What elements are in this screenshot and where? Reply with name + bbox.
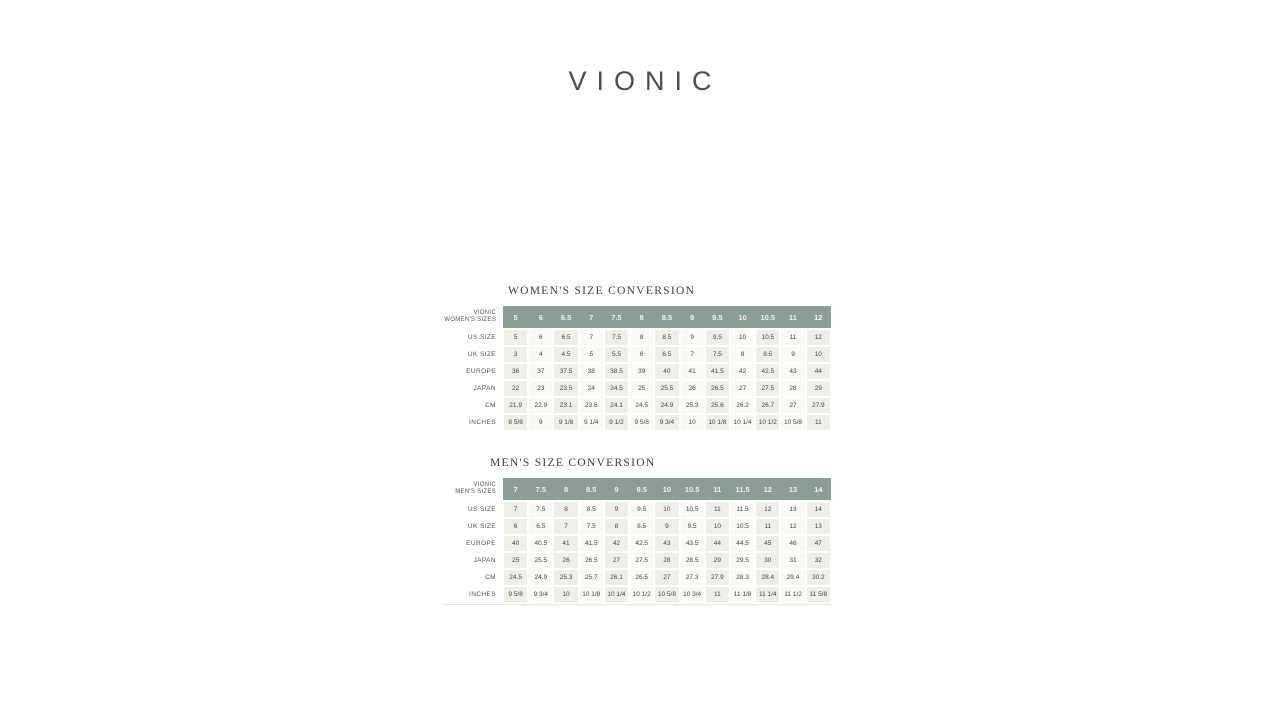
size-header-cell: 8.5	[654, 306, 679, 330]
size-cell: 43	[654, 536, 679, 553]
size-cell: 44.5	[730, 536, 755, 553]
size-cell: 38.5	[604, 364, 629, 381]
size-cell: 42	[730, 364, 755, 381]
size-cell: 11 1/2	[780, 587, 805, 604]
size-cell: 26.1	[604, 570, 629, 587]
size-cell: 25.3	[553, 570, 578, 587]
size-cell: 25.6	[705, 398, 730, 415]
size-cell: 26	[680, 381, 705, 398]
size-cell: 29	[806, 381, 831, 398]
table-row	[443, 536, 831, 553]
size-cell: 4.5	[553, 347, 578, 364]
size-cell: 28.3	[730, 570, 755, 587]
size-cell: 22	[503, 381, 528, 398]
size-cell: 11	[780, 330, 805, 347]
size-cell: 36	[503, 364, 528, 381]
size-cell: 11	[705, 587, 730, 604]
size-header-cell: 6	[528, 306, 553, 330]
row-label-japan: JAPAN	[443, 553, 503, 570]
size-cell: 9.5	[705, 330, 730, 347]
size-cell: 7	[680, 347, 705, 364]
size-cell: 9	[780, 347, 805, 364]
size-cell: 24.1	[604, 398, 629, 415]
size-cell: 27	[654, 570, 679, 587]
size-cell: 11	[806, 415, 831, 432]
table-row	[443, 381, 831, 398]
size-cell: 25	[629, 381, 654, 398]
size-cell: 9 1/8	[553, 415, 578, 432]
size-cell: 25.5	[528, 553, 553, 570]
size-cell: 8 5/8	[503, 415, 528, 432]
size-cell: 10 3/4	[680, 587, 705, 604]
size-cell: 41.5	[705, 364, 730, 381]
size-cell: 8	[553, 502, 578, 519]
size-header-cell: 14	[806, 478, 831, 502]
size-cell: 5.5	[604, 347, 629, 364]
size-cell: 10	[680, 415, 705, 432]
row-label-us-size: US SIZE	[443, 330, 503, 347]
size-cell: 9	[654, 519, 679, 536]
size-cell: 8.5	[654, 330, 679, 347]
size-cell: 9.5	[680, 519, 705, 536]
size-cell: 24.5	[503, 570, 528, 587]
size-header-cell: 7	[503, 478, 528, 502]
size-header-cell: 13	[780, 478, 805, 502]
size-cell: 37.5	[553, 364, 578, 381]
size-cell: 28	[780, 381, 805, 398]
size-cell: 9 5/8	[503, 587, 528, 604]
size-cell: 8	[629, 330, 654, 347]
size-cell: 14	[806, 502, 831, 519]
table-row	[443, 415, 831, 432]
size-cell: 6.5	[528, 519, 553, 536]
size-cell: 7	[503, 502, 528, 519]
size-cell: 27.5	[629, 553, 654, 570]
size-cell: 41.5	[579, 536, 604, 553]
size-cell: 10 5/8	[780, 415, 805, 432]
size-cell: 32	[806, 553, 831, 570]
size-cell: 31	[780, 553, 805, 570]
size-header-cell: 9	[604, 478, 629, 502]
size-cell: 11 1/4	[755, 587, 780, 604]
size-header-cell: 11.5	[730, 478, 755, 502]
size-cell: 8.5	[579, 502, 604, 519]
size-cell: 26.5	[629, 570, 654, 587]
size-header-cell: 9	[680, 306, 705, 330]
size-cell: 28.4	[755, 570, 780, 587]
size-cell: 7.5	[579, 519, 604, 536]
size-cell: 9.5	[629, 502, 654, 519]
table-corner-label: VIONIC MEN'S SIZES	[443, 478, 503, 502]
bottom-divider	[443, 604, 831, 605]
row-label-uk-size: UK SIZE	[443, 519, 503, 536]
row-label-japan: JAPAN	[443, 381, 503, 398]
size-cell: 10	[730, 330, 755, 347]
size-cell: 10 1/2	[629, 587, 654, 604]
size-cell: 23.5	[553, 381, 578, 398]
size-cell: 10	[806, 347, 831, 364]
size-cell: 9 5/8	[629, 415, 654, 432]
row-label-uk-size: UK SIZE	[443, 347, 503, 364]
size-cell: 10.5	[680, 502, 705, 519]
size-cell: 38	[579, 364, 604, 381]
size-cell: 4	[528, 347, 553, 364]
size-cell: 13	[806, 519, 831, 536]
size-header-cell: 9.5	[629, 478, 654, 502]
size-cell: 42.5	[755, 364, 780, 381]
size-header-cell: 8.5	[579, 478, 604, 502]
size-cell: 23	[528, 381, 553, 398]
size-cell: 23.1	[553, 398, 578, 415]
size-header-cell: 6.5	[553, 306, 578, 330]
size-header-row	[443, 478, 831, 502]
table-row	[443, 347, 831, 364]
size-header-cell: 10.5	[755, 306, 780, 330]
size-cell: 43	[780, 364, 805, 381]
size-cell: 7.5	[604, 330, 629, 347]
size-cell: 8	[730, 347, 755, 364]
size-cell: 11	[705, 502, 730, 519]
size-cell: 42.5	[629, 536, 654, 553]
size-cell: 10 1/2	[755, 415, 780, 432]
size-header-cell: 10.5	[680, 478, 705, 502]
size-cell: 10	[553, 587, 578, 604]
size-cell: 41	[553, 536, 578, 553]
size-cell: 10.5	[730, 519, 755, 536]
row-label-europe: EUROPE	[443, 536, 503, 553]
size-cell: 6.5	[553, 330, 578, 347]
size-cell: 10 1/8	[579, 587, 604, 604]
size-cell: 10 1/4	[730, 415, 755, 432]
size-cell: 40.5	[528, 536, 553, 553]
size-header-cell: 11	[705, 478, 730, 502]
size-cell: 7	[553, 519, 578, 536]
table-row	[443, 570, 831, 587]
size-header-cell: 12	[806, 306, 831, 330]
size-cell: 27.9	[806, 398, 831, 415]
size-cell: 25	[503, 553, 528, 570]
size-cell: 42	[604, 536, 629, 553]
size-cell: 12	[806, 330, 831, 347]
size-cell: 7.5	[705, 347, 730, 364]
size-cell: 26.7	[755, 398, 780, 415]
size-cell: 29	[705, 553, 730, 570]
table-row	[443, 553, 831, 570]
size-cell: 46	[780, 536, 805, 553]
size-cell: 24.5	[604, 381, 629, 398]
size-header-cell: 10	[654, 478, 679, 502]
womens-section-title: WOMEN'S SIZE CONVERSION	[508, 285, 696, 297]
size-cell: 9	[680, 330, 705, 347]
size-header-cell: 12	[755, 478, 780, 502]
size-cell: 11 1/8	[730, 587, 755, 604]
table-row	[443, 398, 831, 415]
size-cell: 30.2	[806, 570, 831, 587]
size-cell: 7	[579, 330, 604, 347]
size-cell: 27	[730, 381, 755, 398]
size-cell: 6	[528, 330, 553, 347]
size-header-cell: 7.5	[604, 306, 629, 330]
size-cell: 21.9	[503, 398, 528, 415]
size-cell: 11 5/8	[806, 587, 831, 604]
size-header-cell: 7.5	[528, 478, 553, 502]
size-cell: 10	[654, 502, 679, 519]
size-cell: 5	[503, 330, 528, 347]
table-row	[443, 502, 831, 519]
size-cell: 30	[755, 553, 780, 570]
size-cell: 6.5	[654, 347, 679, 364]
size-cell: 9 1/2	[604, 415, 629, 432]
size-cell: 9 1/4	[579, 415, 604, 432]
size-cell: 22.9	[528, 398, 553, 415]
size-cell: 26.5	[579, 553, 604, 570]
size-cell: 24	[579, 381, 604, 398]
womens-size-section	[443, 284, 831, 432]
size-cell: 8.5	[629, 519, 654, 536]
row-label-cm: CM	[443, 570, 503, 587]
size-cell: 24.9	[654, 398, 679, 415]
size-header-cell: 10	[730, 306, 755, 330]
size-cell: 5	[579, 347, 604, 364]
row-label-inches: INCHES	[443, 587, 503, 604]
row-label-inches: INCHES	[443, 415, 503, 432]
womens-size-table	[443, 306, 831, 432]
size-header-cell: 7	[579, 306, 604, 330]
size-cell: 12	[755, 502, 780, 519]
size-header-cell: 9.5	[705, 306, 730, 330]
size-cell: 40	[654, 364, 679, 381]
size-cell: 9 3/4	[654, 415, 679, 432]
size-header-cell: 8	[629, 306, 654, 330]
mens-size-section	[443, 456, 831, 604]
size-cell: 28	[654, 553, 679, 570]
row-label-us-size: US SIZE	[443, 502, 503, 519]
size-cell: 11.5	[730, 502, 755, 519]
row-label-cm: CM	[443, 398, 503, 415]
size-cell: 27	[604, 553, 629, 570]
size-cell: 10	[705, 519, 730, 536]
size-header-cell: 8	[553, 478, 578, 502]
size-cell: 6	[629, 347, 654, 364]
mens-section-title: MEN'S SIZE CONVERSION	[490, 457, 656, 469]
size-cell: 29.4	[780, 570, 805, 587]
size-cell: 41	[680, 364, 705, 381]
size-cell: 45	[755, 536, 780, 553]
table-row	[443, 587, 831, 604]
table-row	[443, 519, 831, 536]
vionic-logo: VIONIC	[568, 66, 722, 96]
size-cell: 8	[604, 519, 629, 536]
size-cell: 27	[780, 398, 805, 415]
size-cell: 28.5	[680, 553, 705, 570]
size-cell: 24.9	[528, 570, 553, 587]
size-cell: 39	[629, 364, 654, 381]
size-cell: 6	[503, 519, 528, 536]
size-cell: 47	[806, 536, 831, 553]
size-cell: 10 5/8	[654, 587, 679, 604]
size-cell: 10 1/4	[604, 587, 629, 604]
table-corner-label: VIONIC WOMEN'S SIZES	[443, 306, 503, 330]
size-cell: 13	[780, 502, 805, 519]
size-cell: 8.5	[755, 347, 780, 364]
size-cell: 37	[528, 364, 553, 381]
table-row	[443, 330, 831, 347]
size-cell: 25.3	[680, 398, 705, 415]
size-header-row	[443, 306, 831, 330]
size-cell: 7.5	[528, 502, 553, 519]
size-cell: 10 1/8	[705, 415, 730, 432]
size-cell: 26	[553, 553, 578, 570]
size-cell: 25.5	[654, 381, 679, 398]
size-cell: 11	[755, 519, 780, 536]
size-cell: 9	[604, 502, 629, 519]
size-cell: 24.5	[629, 398, 654, 415]
table-row	[443, 364, 831, 381]
size-cell: 9 3/4	[528, 587, 553, 604]
size-cell: 9	[528, 415, 553, 432]
size-cell: 40	[503, 536, 528, 553]
size-cell: 27.3	[680, 570, 705, 587]
size-cell: 43.5	[680, 536, 705, 553]
size-cell: 26.5	[705, 381, 730, 398]
size-cell: 27.5	[755, 381, 780, 398]
size-cell: 10.5	[755, 330, 780, 347]
size-cell: 29.5	[730, 553, 755, 570]
size-cell: 23.6	[579, 398, 604, 415]
size-cell: 3	[503, 347, 528, 364]
mens-size-table	[443, 478, 831, 604]
size-header-cell: 11	[780, 306, 805, 330]
size-cell: 27.9	[705, 570, 730, 587]
size-header-cell: 5	[503, 306, 528, 330]
size-cell: 44	[806, 364, 831, 381]
size-cell: 12	[780, 519, 805, 536]
size-cell: 26.2	[730, 398, 755, 415]
size-cell: 25.7	[579, 570, 604, 587]
size-cell: 44	[705, 536, 730, 553]
row-label-europe: EUROPE	[443, 364, 503, 381]
